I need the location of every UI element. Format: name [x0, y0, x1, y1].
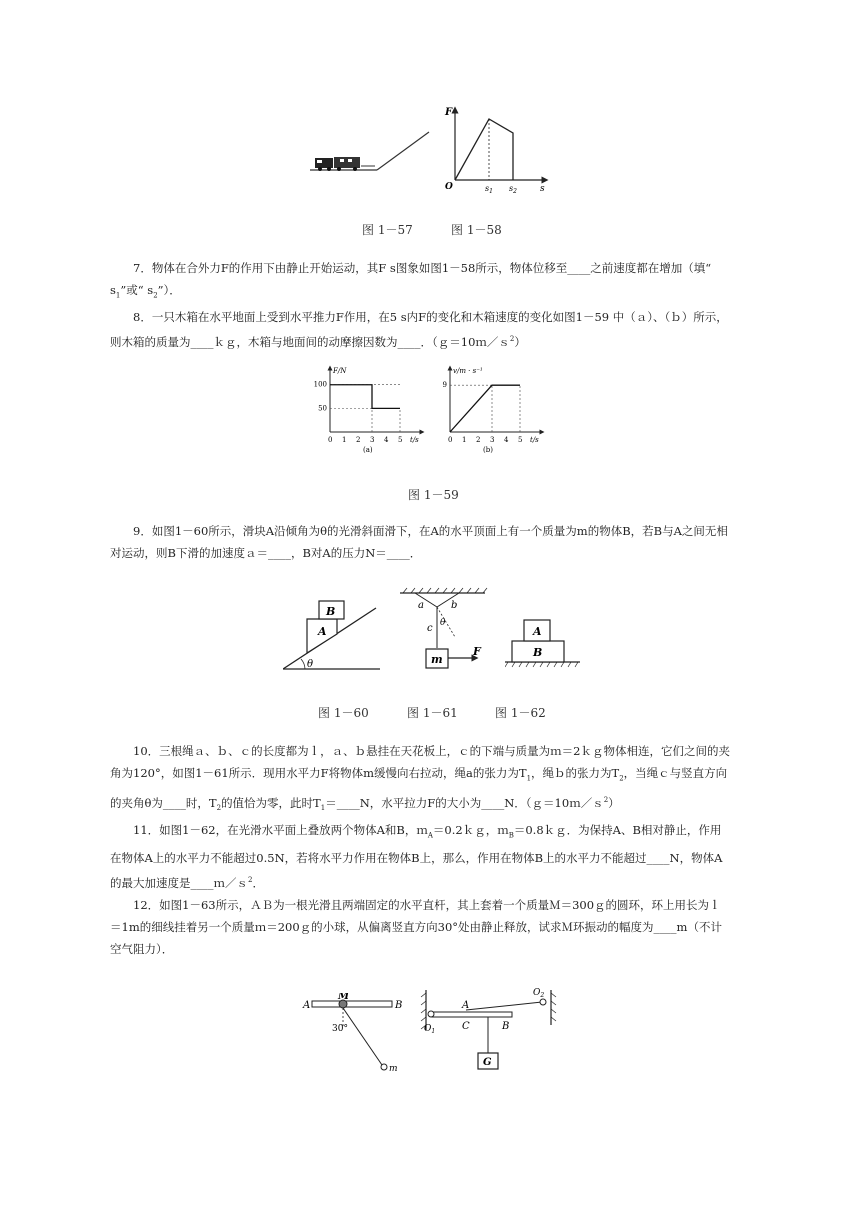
- graph-a-y-label: F/N: [333, 367, 347, 375]
- point-c-label: C: [462, 1021, 470, 1032]
- graph-b-x-tick: 2: [476, 436, 481, 444]
- graph-b-x-tick: 5: [518, 436, 523, 444]
- graph-b-x-tick: 3: [490, 436, 495, 444]
- question-12: 12．如图1－63所示，ＡＢ为一根光滑且两端固定的水平直杆，其上套着一个质量Ｍ＝300ｇ的圆环，环上用长为ｌ＝1m的细线挂着另一个质量ｍ＝200ｇ的小球，从偏离竖直方向30°处由静止释放，试求Ｍ环振动的幅度为____m（不计空气阻力）．: [110, 897, 722, 956]
- figure-1-62: [505, 615, 585, 670]
- figure-1-63: [300, 993, 415, 1078]
- svg-text:O1: [424, 1024, 435, 1035]
- theta-label: θ: [307, 659, 314, 670]
- ball-m-label: m: [389, 1064, 398, 1074]
- figure-1-60: [283, 598, 383, 673]
- s1-sub: 1: [489, 188, 493, 195]
- caption-1-61: 图 1－61: [407, 706, 458, 720]
- figure-1-61: [395, 585, 495, 680]
- graph-b-x-tick: 0: [448, 436, 453, 444]
- graph-a-y-tick: 100: [313, 380, 327, 389]
- caption-1-59: 图 1－59: [408, 488, 459, 502]
- question-8: 8．一只木箱在水平地面上受到水平推力F作用，在5 s内F的变化和木箱速度的变化如图1－59 中（ａ）、（ｂ）所示，则木箱的质量为____ｋｇ，木箱与地面间的动摩擦因数为____．（ｇ＝10ｍ／ｓ$^2$）: [110, 310, 728, 350]
- force-f-label: F: [473, 645, 481, 658]
- question-9: 9．如图1－60所示，滑块A沿倾角为θ的光滑斜面滑下，在A的水平顶面上有一个质量为m的物体B，若B与A之间无相对运动，则B下滑的加速度ａ＝____，B对A的压力N＝____．: [110, 524, 728, 560]
- figure-1-57: [305, 130, 440, 180]
- graph-a-series-line: [330, 385, 400, 409]
- svg-text:s1: [485, 184, 493, 195]
- question-7-8: [110, 257, 730, 353]
- s2-label: s: [509, 184, 514, 193]
- rope-a-label: a: [418, 600, 424, 611]
- figure-1-59: [305, 365, 555, 460]
- graph-b-y-label: v/m · s⁻¹: [453, 367, 483, 375]
- s-axis-label: s: [540, 184, 545, 194]
- graph-b-x-label: t/s: [530, 436, 539, 444]
- graph-b-x-tick: 1: [462, 436, 467, 444]
- question-11: 11．如图1－62，在光滑水平面上叠放两个物体A和B，ｍ$_A$＝0.2ｋｇ，ｍ$_B$＝0.8ｋｇ．为保持A、B相对静止，作用在物体A上的水平力不能超过0.5N，若将水平力作用在物体B上，那么，作用在物体B上的水平力不能超过____N，物体A的最大加速度是____ｍ／ｓ$^2$．: [110, 823, 723, 890]
- pivot-o1-label: O: [424, 1024, 432, 1034]
- s2-sub: 2: [513, 188, 517, 195]
- graph-a-x-tick: 4: [384, 436, 389, 444]
- rod-b-label: B: [395, 1000, 403, 1011]
- graph-b: [443, 367, 542, 454]
- graph-a-subcaption: (a): [363, 446, 373, 454]
- origin-label: O: [445, 182, 453, 192]
- graph-a-x-tick: 2: [356, 436, 361, 444]
- angle-label: 30°: [332, 1024, 348, 1034]
- ring-m-label: M: [338, 993, 350, 1002]
- rope-b-label: b: [451, 600, 458, 611]
- graph-a-x-tick: 5: [398, 436, 403, 444]
- question-7: 7．物体在合外力F的作用下由静止开始运动，其F s图象如图1－58所示，物体位移至____之前速度都在增加（填“ $s_1$”或“ $s_2$”）．: [110, 261, 712, 300]
- questions-10-12: [110, 740, 730, 960]
- graph-a: [314, 367, 422, 454]
- block-a-label: A: [533, 625, 542, 638]
- rope-c-label: c: [427, 623, 433, 634]
- figure-1-64: [418, 985, 558, 1080]
- s1-label: s: [485, 184, 490, 193]
- point-b-label: B: [502, 1021, 510, 1032]
- mass-m-label: m: [431, 653, 443, 666]
- weight-g-label: G: [483, 1057, 492, 1068]
- block-b-label: B: [326, 605, 336, 618]
- theta-label: θ: [440, 618, 446, 628]
- graph-a-x-tick: 1: [342, 436, 347, 444]
- point-a-label: A: [462, 1000, 470, 1011]
- pivot-o1-sub: 1: [431, 1028, 436, 1035]
- figure-1-58: [440, 105, 555, 195]
- graph-a-x-tick: 0: [328, 436, 333, 444]
- graph-a-y-tick: 50: [318, 404, 327, 413]
- block-a-label: A: [318, 625, 327, 638]
- rod-a-label: A: [303, 1000, 311, 1011]
- pivot-o2-label: O: [533, 988, 541, 998]
- graph-b-series-line: [450, 385, 520, 432]
- caption-1-62: 图 1－62: [495, 706, 546, 720]
- caption-1-57: 图 1－57: [362, 223, 413, 237]
- block-b-label: B: [533, 646, 543, 659]
- question-10: 10．三根绳ａ、ｂ、ｃ的长度都为ｌ，ａ、ｂ悬挂在天花板上，ｃ的下端与质量为ｍ＝2ｋｇ物体相连，它们之间的夹角为120°，如图1－61所示．现用水平力F将物体m缓慢向右拉动，绳a的张力为$T_1$，绳ｂ的张力为$T_2$，当绳ｃ与竖直方向的夹角θ为____时，$T_2$的值恰为零，此时$T_1=\_\_\_\_N$，水平拉力F的大小为____N．（ｇ＝10ｍ／ｓ$^2$）: [110, 744, 730, 813]
- f-axis-label: F: [445, 107, 453, 118]
- graph-b-subcaption: (b): [483, 446, 493, 454]
- pivot-o2-sub: 2: [540, 992, 545, 999]
- graph-b-y-tick: 9: [442, 381, 447, 390]
- graph-a-x-label: t/s: [410, 436, 419, 444]
- svg-text:O2: [533, 988, 544, 999]
- svg-text:s2: [509, 184, 517, 195]
- graph-b-x-tick: 4: [504, 436, 509, 444]
- caption-1-58: 图 1－58: [451, 223, 502, 237]
- graph-a-x-tick: 3: [370, 436, 375, 444]
- caption-1-60: 图 1－60: [318, 706, 369, 720]
